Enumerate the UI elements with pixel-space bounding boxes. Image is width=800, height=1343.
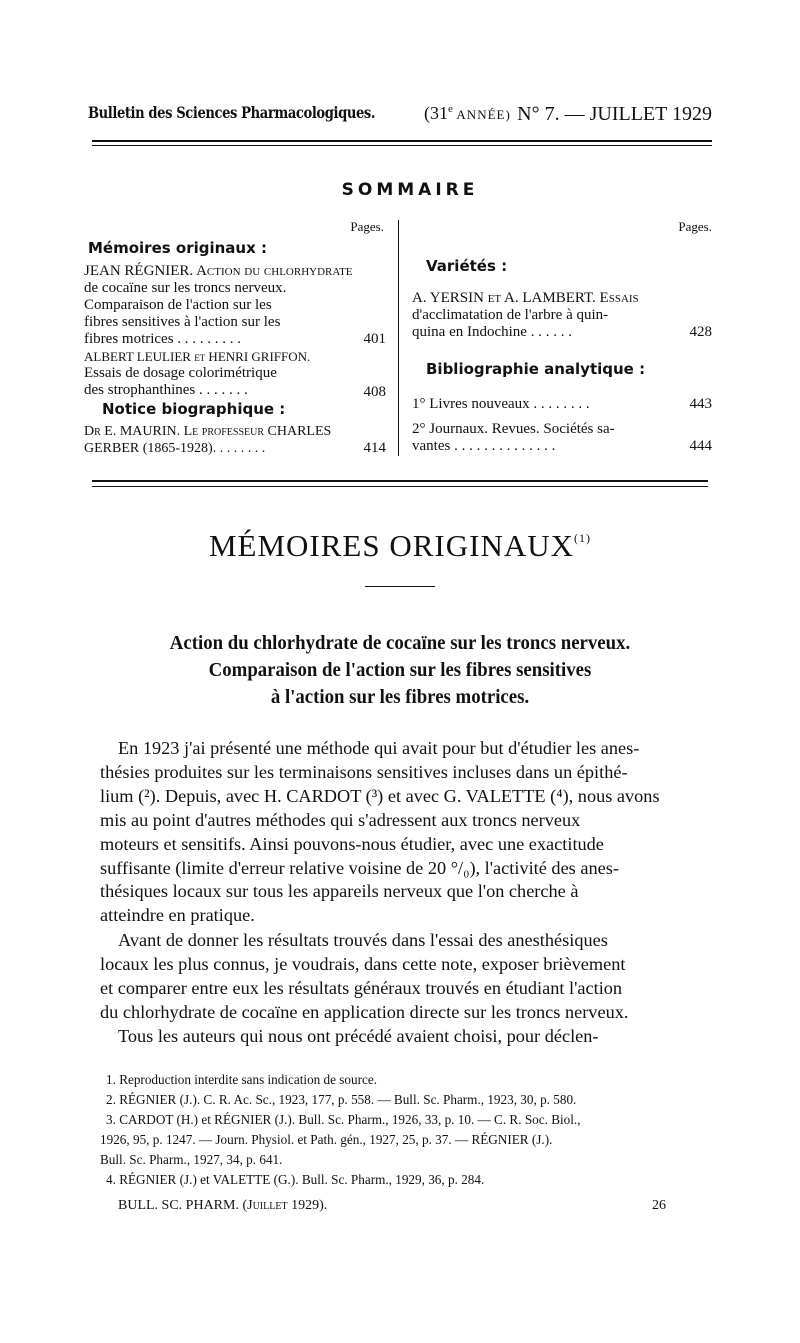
section-heading-varietes: Variétés : <box>426 257 508 275</box>
title-underline <box>365 586 435 587</box>
sommaire-rule <box>92 480 708 482</box>
page-number: 26 <box>652 1198 666 1213</box>
title-footnote-ref: (1) <box>574 531 592 545</box>
issue-date: N° 7. — JUILLET 1929 <box>517 103 712 125</box>
year-label: (31e ANNÉE) <box>424 103 511 123</box>
main-title: MÉMOIRES ORIGINAUX$^{(1)}$ <box>208 528 592 563</box>
page-number: 408 <box>363 384 386 400</box>
section-heading-memoires: Mémoires originaux : <box>88 239 267 257</box>
sommaire-title: SOMMAIRE <box>341 180 479 200</box>
article-title: Action du chlorhydrate de cocaïne sur les troncs nerveux. Comparaison de l'action sur les fibres sensitives à l'action sur les fibres motrices. <box>169 632 631 708</box>
sommaire-rule-thin <box>92 486 708 487</box>
page-number: 444 <box>689 438 712 454</box>
footnote-3: 3. CARDOT (H.) et RÉGNIER (J.). Bull. Sc. Pharm., 1926, 33, p. 10. — C. R. Soc. Biol., <box>106 1112 581 1127</box>
page-number: 428 <box>689 324 712 340</box>
section-heading-notice: Notice biographique : <box>102 400 286 418</box>
journal-name: Bulletin des Sciences Pharmacologiques. <box>88 103 376 122</box>
header-rule <box>92 140 712 142</box>
page-footer <box>118 1198 666 1214</box>
footnote-1: 1. Reproduction interdite sans indication de source. <box>106 1072 378 1087</box>
paragraph-2: Avant de donner les résultats trouvés dans l'essai des anesthésiques locaux les plus connus, je voudrais, dans cette note, exposer brièvement et comparer entre eux les résultats généraux trouvés en étudiant l'action du chlorhydrate de cocaïne en application directe sur les troncs nerveux. <box>100 930 629 1022</box>
footnote-3-cont: 1926, 95, p. 1247. — Journ. Physiol. et Path. gén., 1927, 25, p. 37. — RÉGNIER (J.). <box>100 1132 553 1147</box>
footnote-2: 2. RÉGNIER (J.). C. R. Ac. Sc., 1923, 177, p. 558. — Bull. Sc. Pharm., 1923, 30, p. 580. <box>106 1092 577 1107</box>
page-number: 401 <box>363 331 386 347</box>
page-number: 414 <box>363 440 386 456</box>
section-heading-bibliographie: Bibliographie analytique : <box>426 360 646 378</box>
paragraph-1: En 1923 j'ai présenté une méthode qui avait pour but d'étudier les anes- thésies produites sur les terminaisons sensitives incluses dans un épithé- lium (²). Depuis, avec H. CARDOT (³) et avec G. VALETTE (⁴), nous avons mis au point d'autres méthodes qui s'adressent aux troncs nerveux moteurs et sensitifs. Ainsi pouvons-nous étudier, avec une exactitude suffisante (limite d'erreur relative voisine de 20 °/₀), l'activité des anes- thésiques locaux sur tous les appareils nerveux que l'on cherche à atteindre en pratique. <box>100 738 660 926</box>
sommaire-right-column: Pages. Variétés : A. YERSIN et A. LAMBERT. Essais d'acclimatation de l'arbre à quin- quina en Indochine . . . . . . 428 Bibliographie analytique : 1° Livres nouveaux . . . . . . . . 443 2° Journaux. Revues. Sociétés sa- vantes . . . . . . . . . . . . . . 444 <box>412 219 712 454</box>
sommaire-left-column: Pages. Mémoires originaux : JEAN RÉGNIER. Action du chlorhydrate de cocaïne sur les troncs nerveux. Comparaison de l'action sur les fibres sensitives à l'action sur les fibres motrices . . . . . . . . . 401 ALBERT LEULIER et HENRI GRIFFON. Essais de dosage colorimétrique des strophanthines . . . . . . . 408 Notice biographique : Dr E. MAURIN. Le professeur CHARLES GERBER (1865-1928). . . . . . . . 414 <box>84 219 386 456</box>
pages-label: Pages. <box>678 219 712 234</box>
running-header <box>88 103 712 133</box>
column-divider <box>398 220 399 456</box>
footnotes <box>100 1070 712 1190</box>
footnote-3-cont2: Bull. Sc. Pharm., 1927, 34, p. 641. <box>100 1152 283 1167</box>
header-rule-thin <box>92 145 712 146</box>
footnote-4: 4. RÉGNIER (J.) et VALETTE (G.). Bull. Sc. Pharm., 1929, 36, p. 284. <box>106 1172 485 1187</box>
pages-label: Pages. <box>350 219 384 234</box>
paragraph-3: Tous les auteurs qui nous ont précédé avaient choisi, pour déclen- <box>118 1026 599 1046</box>
footer-citation: BULL. SC. PHARM. (Juillet 1929). <box>118 1198 328 1213</box>
page-number: 443 <box>689 396 712 412</box>
